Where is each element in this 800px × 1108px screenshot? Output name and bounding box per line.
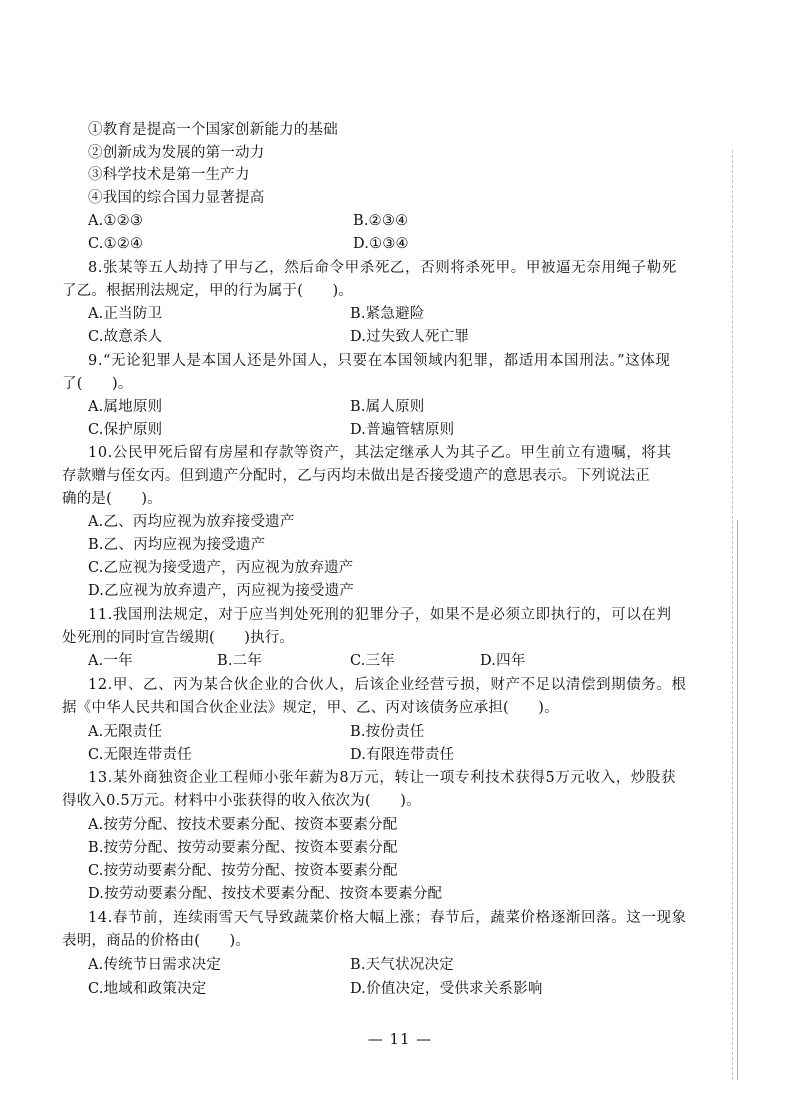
q10-option-c: C.乙应视为接受遗产，丙应视为放弃遗产 — [88, 560, 354, 576]
page-number: — 11 — — [367, 1030, 433, 1048]
q7-option-d: D.①③④ — [353, 236, 409, 252]
q8-option-d: D.过失致人死亡罪 — [350, 329, 470, 345]
q7-item-4: ④我国的综合国力显著提高 — [88, 190, 265, 206]
q14-option-d: D.价值决定，受供求关系影响 — [350, 981, 543, 997]
q7-item-1: ①教育是提高一个国家创新能力的基础 — [88, 122, 338, 138]
q11-stem-line-2: 处死刑的同时宣告缓期( )执行。 — [62, 630, 295, 646]
q10-stem-line-2: 存款赠与侄女丙。但到遗产分配时，乙与丙均未做出是否接受遗产的意思表示。下列说法正 — [62, 468, 650, 484]
q9-option-b: B.属人原则 — [350, 399, 425, 415]
q12-option-a: A.无限责任 — [88, 724, 163, 740]
q13-option-a: A.按劳分配、按技术要素分配、按资本要素分配 — [88, 817, 398, 833]
q10-stem-line-1: 10.公民甲死后留有房屋和存款等资产，其法定继承人为其子乙。甲生前立有遗嘱，将其 — [88, 445, 672, 461]
q8-option-a: A.正当防卫 — [88, 306, 163, 322]
scan-edge-line-solid — [737, 520, 738, 1080]
q14-option-b: B.天气状况决定 — [350, 957, 454, 973]
q7-item-2: ②创新成为发展的第一动力 — [88, 145, 265, 161]
q12-stem-line-2: 据《中华人民共和国合伙企业法》规定，甲、乙、丙对该债务应承担( )。 — [62, 700, 559, 716]
q8-option-c: C.故意杀人 — [88, 329, 163, 345]
q10-option-b: B.乙、丙均应视为接受遗产 — [88, 537, 266, 553]
q11-option-d: D.四年 — [480, 653, 526, 669]
q9-option-c: C.保护原则 — [88, 422, 163, 438]
q9-option-a: A.属地原则 — [88, 399, 163, 415]
q12-option-d: D.有限连带责任 — [350, 747, 455, 763]
q11-option-b: B.二年 — [217, 653, 263, 669]
q7-option-b: B.②③④ — [353, 213, 409, 229]
q12-option-b: B.按份责任 — [350, 724, 425, 740]
q13-option-c: C.按劳动要素分配、按劳分配、按资本要素分配 — [88, 863, 398, 879]
q13-option-d: D.按劳动要素分配、按技术要素分配、按资本要素分配 — [88, 886, 443, 902]
q11-stem-line-1: 11.我国刑法规定，对于应当判处死刑的犯罪分子，如果不是必须立即执行的，可以在判 — [88, 607, 672, 623]
q9-option-d: D.普遍管辖原则 — [350, 422, 455, 438]
q13-stem-line-2: 得收入0.5万元。材料中小张获得的收入依次为( )。 — [62, 793, 421, 809]
scan-edge-line — [732, 150, 734, 1080]
q14-option-a: A.传统节日需求决定 — [88, 957, 222, 973]
q10-option-a: A.乙、丙均应视为放弃接受遗产 — [88, 514, 295, 530]
q10-stem-line-3: 确的是( )。 — [62, 491, 162, 507]
q9-stem-line-2: 了( )。 — [62, 376, 133, 392]
q11-option-c: C.三年 — [350, 653, 395, 669]
q7-option-a: A.①②③ — [88, 213, 144, 229]
q9-stem-line-1: 9.“无论犯罪人是本国人还是外国人，只要在本国领域内犯罪，都适用本国刑法。”这体现 — [88, 353, 671, 369]
q14-stem-line-2: 表明，商品的价格由( )。 — [62, 933, 251, 949]
q13-stem-line-1: 13.某外商独资企业工程师小张年薪为8万元，转让一项专利技术获得5万元收入，炒股获 — [88, 770, 677, 786]
q7-item-3: ③科学技术是第一生产力 — [88, 167, 250, 183]
q12-stem-line-1: 12.甲、乙、丙为某合伙企业的合伙人，后该企业经营亏损，财产不足以清偿到期债务。根 — [88, 677, 687, 693]
q13-option-b: B.按劳分配、按劳动要素分配、按资本要素分配 — [88, 840, 398, 856]
q7-option-c: C.①②④ — [88, 236, 144, 252]
q8-stem-line-1: 8.张某等五人劫持了甲与乙，然后命令甲杀死乙，否则将杀死甲。甲被逼无奈用绳子勒死 — [88, 260, 677, 276]
q14-stem-line-1: 14.春节前，连续雨雪天气导致蔬菜价格大幅上涨；春节后，蔬菜价格逐渐回落。这一现象 — [88, 910, 687, 926]
q10-option-d: D.乙应视为放弃遗产，丙应视为接受遗产 — [88, 583, 355, 599]
q8-option-b: B.紧急避险 — [350, 306, 425, 322]
q12-option-c: C.无限连带责任 — [88, 747, 192, 763]
q11-option-a: A.一年 — [88, 653, 133, 669]
q8-stem-line-2: 了乙。根据刑法规定，甲的行为属于( )。 — [62, 283, 354, 299]
q14-option-c: C.地域和政策决定 — [88, 981, 207, 997]
